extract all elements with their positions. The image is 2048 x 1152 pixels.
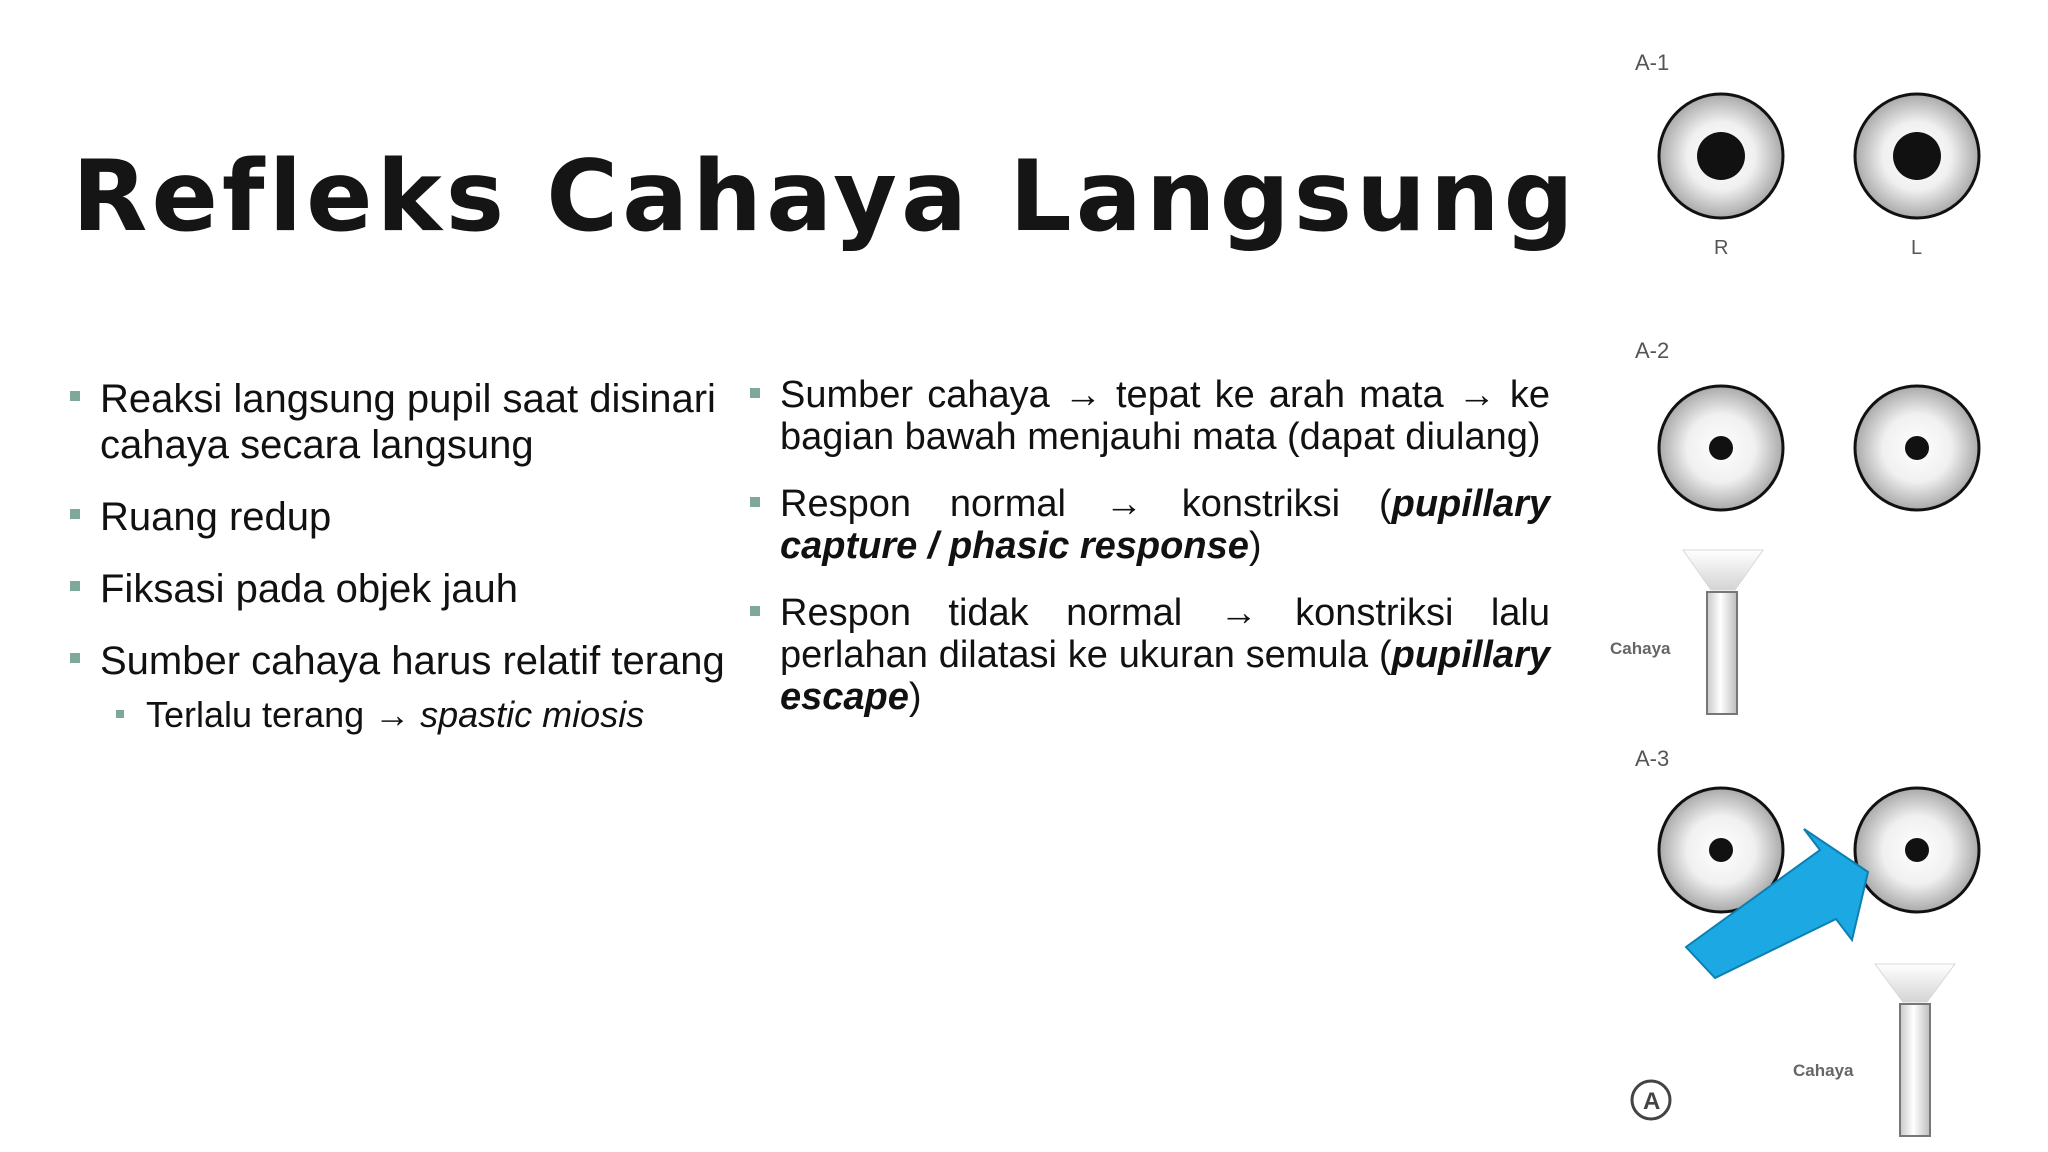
sub-bullet-marker (116, 710, 124, 718)
left-bullet-list (70, 376, 730, 738)
sub-bullet-item: Terlalu terang → spastic miosis (70, 692, 730, 738)
bullet-marker (750, 497, 760, 507)
bullet-marker (750, 606, 760, 616)
slide-title: Refleks Cahaya Langsung (72, 140, 1578, 254)
penlight-a3 (1875, 964, 1955, 1136)
pupil-reflex-figure (1590, 40, 2020, 1150)
label-left-eye: L (1911, 237, 1923, 259)
bullet-item: Ruang redup (70, 494, 730, 540)
bullet-item: Respon tidak normal → konstriksi lalu perlahan dilatasi ke ukuran semula (pupillary escape) (750, 592, 1550, 718)
bullet-marker (70, 509, 80, 519)
penlight-a2 (1683, 550, 1763, 714)
bullet-marker (70, 391, 80, 401)
figure-label-a2: A-2 (1635, 338, 1670, 363)
figure-label-a1: A-1 (1635, 50, 1670, 75)
bullet-item: Sumber cahaya → tepat ke arah mata → ke bagian bawah menjauhi mata (dapat diulang) (750, 374, 1550, 458)
eye-left-a2 (1855, 386, 1979, 510)
label-cahaya-a3: Cahaya (1793, 1061, 1854, 1080)
label-panel-a: A (1643, 1088, 1661, 1115)
bullet-item: Fiksasi pada objek jauh (70, 566, 730, 612)
eye-left-a3 (1855, 788, 1979, 912)
figure-label-a3: A-3 (1635, 746, 1670, 771)
bullet-marker (750, 388, 760, 398)
bullet-marker (70, 581, 80, 591)
right-bullet-list (750, 374, 1550, 743)
bullet-item: Respon normal → konstriksi (pupillary capture / phasic response) (750, 483, 1550, 567)
bullet-marker (70, 653, 80, 663)
bullet-item: Sumber cahaya harus relatif terang (70, 638, 730, 684)
bullet-item: Reaksi langsung pupil saat disinari cahaya secara langsung (70, 376, 730, 468)
panel-label-badge (1632, 1081, 1670, 1119)
eye-left-a1 (1855, 94, 1979, 218)
eye-right-a1 (1659, 94, 1783, 218)
label-right-eye: R (1714, 237, 1729, 259)
eye-right-a2 (1659, 386, 1783, 510)
label-cahaya-a2: Cahaya (1610, 639, 1671, 658)
